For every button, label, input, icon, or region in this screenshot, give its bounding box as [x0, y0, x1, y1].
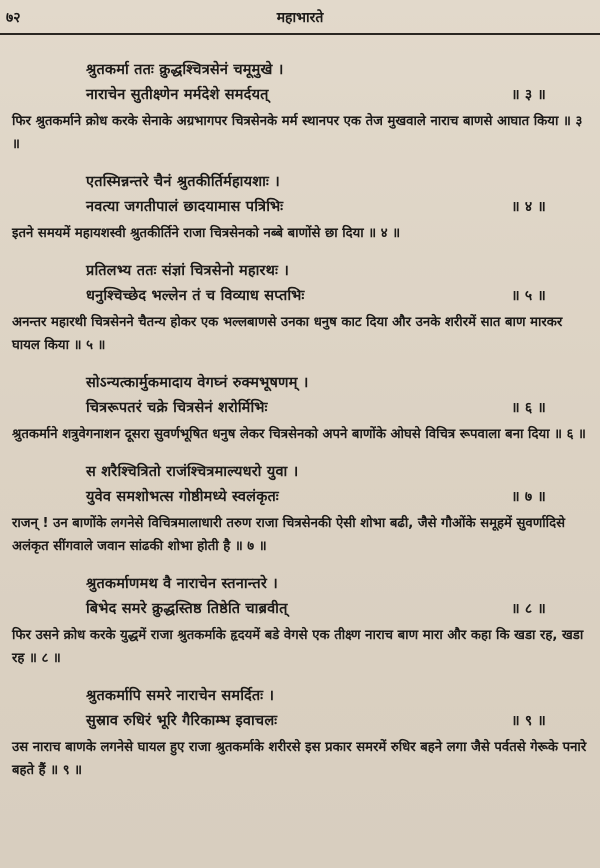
header-rule	[0, 33, 600, 35]
sanskrit-verse	[86, 684, 556, 734]
verse-line: चित्ररूपतरं चक्रे चित्रसेनं शरोर्मिभिः	[86, 400, 268, 416]
sanskrit-verse	[86, 371, 556, 421]
verse-line: धनुश्चिच्छेद भल्लेन तं च विव्याध सप्तभिः	[86, 288, 305, 304]
hindi-translation: श्रुतकर्माने शत्रुवेगनाशन दूसरा सुवर्णभूषित धनुष लेकर चित्रसेनको अपने बाणोंके ओघसे विचित्र रूपवाला बना दिया ॥ ६ ॥	[12, 427, 586, 442]
hindi-translation: राजन् ! उन बाणोंके लगनेसे विचित्रमालाधारी तरुण राजा चित्रसेनकी ऐसी शोभा बढी, जैसे गौओंके समूहमें सुवर्णादिसे अलंकृत सींगवाले जवान सांढकी शोभा होती है ॥ ७ ॥	[12, 516, 566, 554]
verse-line: श्रुतकर्मा ततः क्रुद्धश्चित्रसेनं चमूमुखे ।	[86, 62, 284, 78]
verse-line: श्रुतकर्माणमथ वै नाराचेन स्तनान्तरे ।	[86, 576, 278, 592]
page-body	[0, 58, 600, 796]
hindi-translation: उस नाराच बाणके लगनेसे घायल हुए राजा श्रुतकर्माके शरीरसे इस प्रकार समरमें रुधिर बहने लगा जैसे पर्वतसे गेरूके पनारे बहते हैं ॥ ९ ॥	[12, 740, 587, 778]
verse-line: श्रुतकर्मापि समरे नाराचेन समर्दितः ।	[86, 688, 275, 704]
hindi-translation: फिर श्रुतकर्माने क्रोध करके सेनाके अग्रभागपर चित्रसेनके मर्म स्थानपर एक तेज मुखवाले नाराच बाणसे आघात किया ॥ ३ ॥	[12, 114, 583, 152]
verse-number: ॥ ८ ॥	[511, 601, 546, 617]
verse-number: ॥ ७ ॥	[511, 489, 546, 505]
verse-line: बिभेद समरे क्रुद्धस्तिष्ठ तिष्ठेति चाब्रवीत्	[86, 601, 288, 617]
verse-line: नाराचेन सुतीक्ष्णेन मर्मदेशे समर्दयत्	[86, 87, 269, 103]
sanskrit-verse	[86, 572, 556, 622]
verse-line: प्रतिलभ्य ततः संज्ञां चित्रसेनो महारथः ।	[86, 263, 290, 279]
verse-line: सोऽन्यत्कार्मुकमादाय वेगघ्नं रुक्मभूषणम् ।	[86, 375, 309, 391]
verse-line: सुस्राव रुधिरं भूरि गैरिकाम्भ इवाचलः	[86, 713, 278, 729]
sanskrit-verse	[86, 58, 556, 108]
sanskrit-verse	[86, 460, 556, 510]
verse-number: ॥ ६ ॥	[511, 400, 546, 416]
page-header	[0, 0, 600, 34]
verse-line: एतस्मिन्नन्तरे चैनं श्रुतकीर्तिर्महायशाः ।	[86, 174, 280, 190]
verse-number: ॥ ९ ॥	[511, 713, 546, 729]
hindi-translation: फिर उसने क्रोध करके युद्धमें राजा श्रुतकर्माके हृदयमें बडे वेगसे एक तीक्ष्ण नाराच बाण मारा और कहा कि खडा रह, खडा रह ॥ ८ ॥	[12, 628, 584, 666]
sanskrit-verse	[86, 170, 556, 220]
page-number: ७२	[6, 10, 21, 26]
verse-number: ॥ ४ ॥	[511, 199, 546, 215]
verse-line: स शरैश्चित्रितो राजंश्चित्रमाल्यधरो युवा ।	[86, 464, 299, 480]
running-head-title: महाभारते	[276, 10, 324, 26]
verse-number: ॥ ५ ॥	[511, 288, 546, 304]
verse-line: युवेव समशोभत्स गोष्ठीमध्ये स्वलंकृतः	[86, 489, 279, 505]
hindi-translation: अनन्तर महारथी चित्रसेनने चैतन्य होकर एक भल्लबाणसे उनका धनुष काट दिया और उनके शरीरमें सात बाण मारकर घायल किया ॥ ५ ॥	[12, 315, 563, 353]
hindi-translation: इतने समयमें महायशस्वी श्रुतकीर्तिने राजा चित्रसेनको नब्बे बाणोंसे छा दिया ॥ ४ ॥	[12, 226, 401, 241]
verse-number: ॥ ३ ॥	[511, 87, 546, 103]
sanskrit-verse	[86, 259, 556, 309]
verse-line: नवत्या जगतीपालं छादयामास पत्रिभिः	[86, 199, 284, 215]
